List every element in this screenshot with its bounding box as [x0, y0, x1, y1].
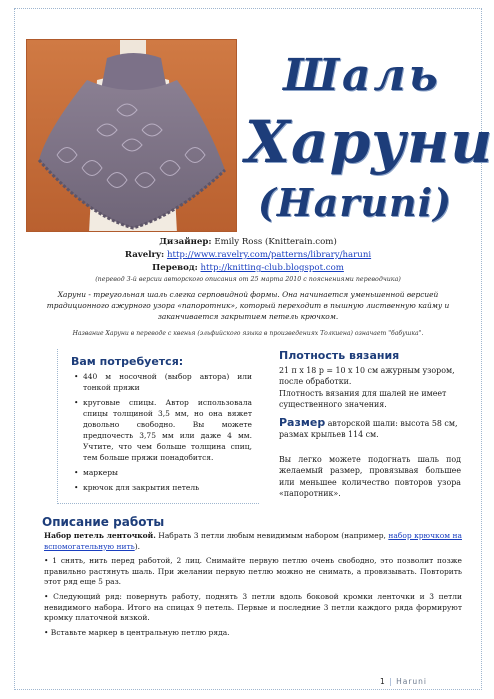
- density-line-2: Плотность вязания для шалей не имеет существенного значения.: [279, 388, 447, 409]
- title-line-2: Харуни: [245, 108, 494, 176]
- cast-on-link[interactable]: набор крючком на вспомогательную нить: [44, 531, 462, 551]
- size-text: авторской шали: высота 58 см, размах крыльев 114 см.: [279, 419, 458, 440]
- translation-link[interactable]: http://knitting-club.blogspot.com: [200, 263, 344, 273]
- ravelry-label: Ravelry:: [124, 250, 165, 260]
- work-heading: Описание работы: [42, 515, 165, 529]
- name-note: Название Харуни в переводе с квенья (эльфийского языка в произведениях Толкиена) означает "бабушка".: [72, 330, 424, 337]
- footer-separator: |: [389, 677, 393, 686]
- needs-heading: Вам потребуется:: [71, 355, 184, 368]
- size-block: [279, 417, 461, 441]
- density-text: [279, 365, 461, 410]
- ravelry-link[interactable]: http://www.ravelry.com/patterns/library/haruni: [166, 250, 372, 260]
- work-paragraph-4: • Вставьте маркер в центральную петлю ряда.: [44, 627, 230, 637]
- size-heading: Размер: [279, 416, 326, 429]
- designer-value: Emily Ross (Knitterain.com): [214, 237, 337, 247]
- version-note: (перевод 3-й версии авторского описания от 25 марта 2010 с пояснениями переводчика): [95, 276, 401, 283]
- list-item: • круговые спицы. Автор использовала спицы толщиной 3,5 мм, но она вяжет довольно свободно. Вы можете предпочесть 3,75 мм или даже 4 мм. Учтите, что чем больше толщина спиц, тем больше пряжи понадобится.: [74, 397, 252, 463]
- work-paragraph-3: • Следующий ряд: повернуть работу, поднять 3 петли вдоль боковой кромки ленточки и 3 петли невидимого набора. Итого на спицах 9 петель. Первые и последние 3 петли каждого ряда формируют кромку платочной вязкой.: [44, 591, 462, 623]
- size-more: Вы легко можете подогнать шаль под желаемый размер, провязывая большее или меньшее количество повторов узора «папоротник».: [279, 455, 461, 498]
- cast-on-end: ).: [134, 541, 140, 551]
- title-line-3: (Haruni): [257, 180, 453, 225]
- translation-label: Перевод:: [152, 263, 198, 273]
- work-paragraph-2: • 1 снять, нить перед работой, 2 лиц. Снимайте первую петлю очень свободно, это позволит позже правильно растянуть шаль. При желании первую петлю можно не снимать, а провязывать. Повторить этот ряд еще 5 раз.: [44, 556, 462, 587]
- translation-line: [30, 262, 466, 275]
- credits-block: [30, 236, 466, 285]
- footer-name: Haruni: [396, 677, 428, 686]
- work-paragraph-1: [44, 531, 462, 552]
- page-number: 1: [380, 677, 386, 686]
- work-description: [44, 531, 462, 642]
- list-item: • 440 м носочной (выбор автора) или тонкой пряжи: [74, 371, 252, 393]
- density-heading: Плотность вязания: [279, 349, 400, 362]
- page-footer: [380, 677, 427, 686]
- intro-text: Харуни - треугольная шаль слегка серповидной формы. Она начинается уменьшенной версией традиционного ажурного узора «папоротник», который переходит в пышную лиственную кайму и заканчивается закрытием петель крючком.: [46, 290, 450, 321]
- designer-line: [30, 236, 466, 249]
- density-line-1: 21 п x 18 р = 10 x 10 см ажурным узором, после обработки.: [279, 366, 455, 387]
- ravelry-line: [30, 249, 466, 262]
- designer-label: Дизайнер:: [159, 237, 212, 247]
- list-item: • крючок для закрытия петель: [74, 482, 252, 493]
- title-line-1: Шаль: [283, 50, 441, 101]
- list-item: • маркеры: [74, 467, 252, 478]
- cast-on-text: Набрать 3 петли любым невидимым набором (например,: [155, 531, 389, 540]
- shawl-photo: [26, 39, 237, 232]
- cast-on-label: Набор петель ленточкой.: [44, 531, 156, 540]
- needs-list: [74, 371, 252, 497]
